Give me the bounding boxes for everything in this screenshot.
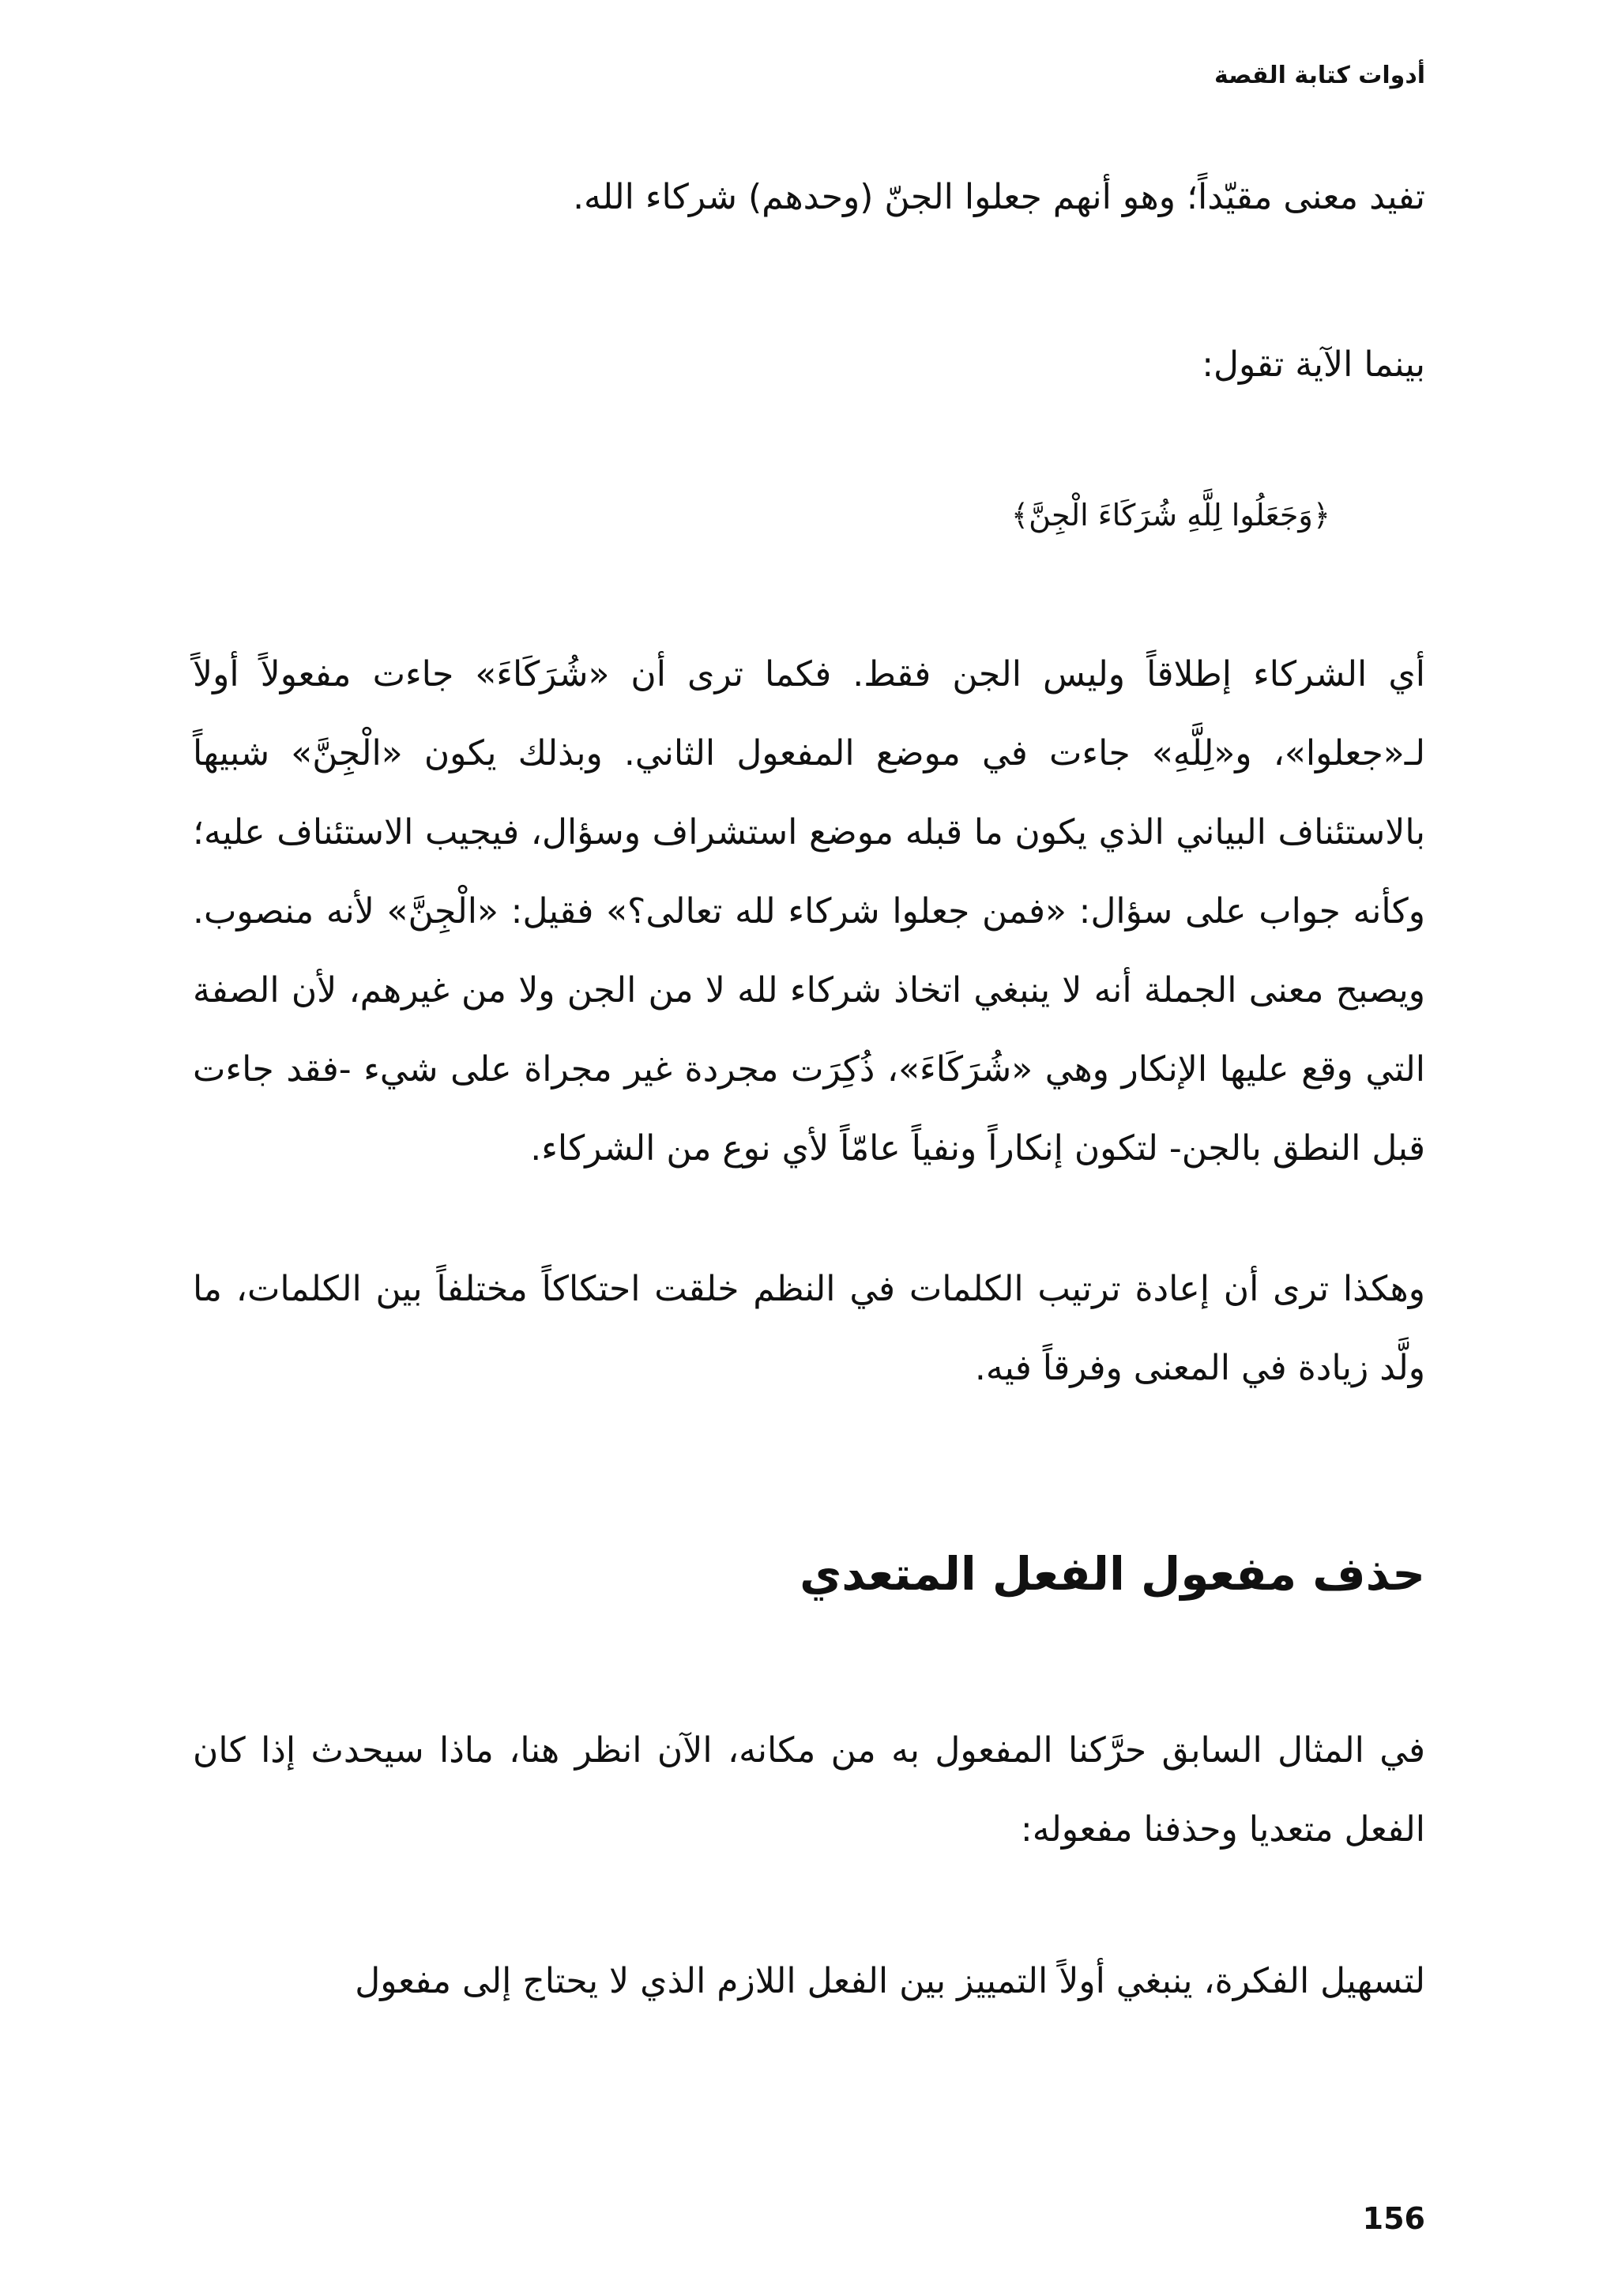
paragraph-word-order-summary: وهكذا ترى أن إعادة ترتيب الكلمات في النظم خلقت احتكاكاً مختلفاً بين الكلمات، ما ولَّد زيادة في المعنى وفرقاً فيه. (193, 1269, 1425, 1388)
paragraph-verse-intro: بينما الآية تقول: (1202, 344, 1425, 385)
paragraph-restricted-meaning: تفيد معنى مقيّداً؛ وهو أنهم جعلوا الجنّ (وحدهم) شركاء الله. (573, 177, 1425, 217)
paragraph-verse-explanation: أي الشركاء إطلاقاً وليس الجن فقط. فكما ترى أن «شُرَكَاءَ» جاءت مفعولاً أولاً لـ«جعلوا»، و«لِلَّهِ» جاءت في موضع المفعول الثاني. وبذلك يكون «الْجِنَّ» شبيهاً بالاستئناف البياني الذي يكون ما قبله موضع استشراف وسؤال، فيجيب الاستئناف عليه؛ وكأنه جواب على سؤال: «فمن جعلوا شركاء لله تعالى؟» فقيل: «الْجِنَّ» لأنه منصوب. ويصبح معنى الجملة أنه لا ينبغي اتخاذ شركاء لله لا من الجن ولا من غيرهم، لأن الصفة التي وقع عليها الإنكار وهي «شُرَكَاءَ»، ذُكِرَت مجردة غير مجراة على شيء -فقد جاءت قبل النطق بالجن- لتكون إنكاراً ونفياً عامّاً لأي نوع من الشركاء. (193, 654, 1425, 1169)
paragraph-transitive-verb: لتسهيل الفكرة، ينبغي أولاً التمييز بين الفعل اللازم الذي لا يحتاج إلى مفعول (355, 1961, 1425, 2001)
paragraph-section-intro: في المثال السابق حرَّكنا المفعول به من مكانه، الآن انظر هنا، ماذا سيحدث إذا كان الفعل متعديا وحذفنا مفعوله: (193, 1730, 1425, 1850)
section-heading: حذف مفعول الفعل المتعدي (800, 1547, 1425, 1601)
page-number: 156 (1362, 2201, 1425, 2236)
running-header: أدوات كتابة القصة (1214, 62, 1425, 89)
page-content (193, 158, 1425, 2021)
quran-verse: ﴿وَجَعَلُوا لِلَّهِ شُرَكَاءَ الْجِنَّ﴾ (1010, 498, 1330, 533)
